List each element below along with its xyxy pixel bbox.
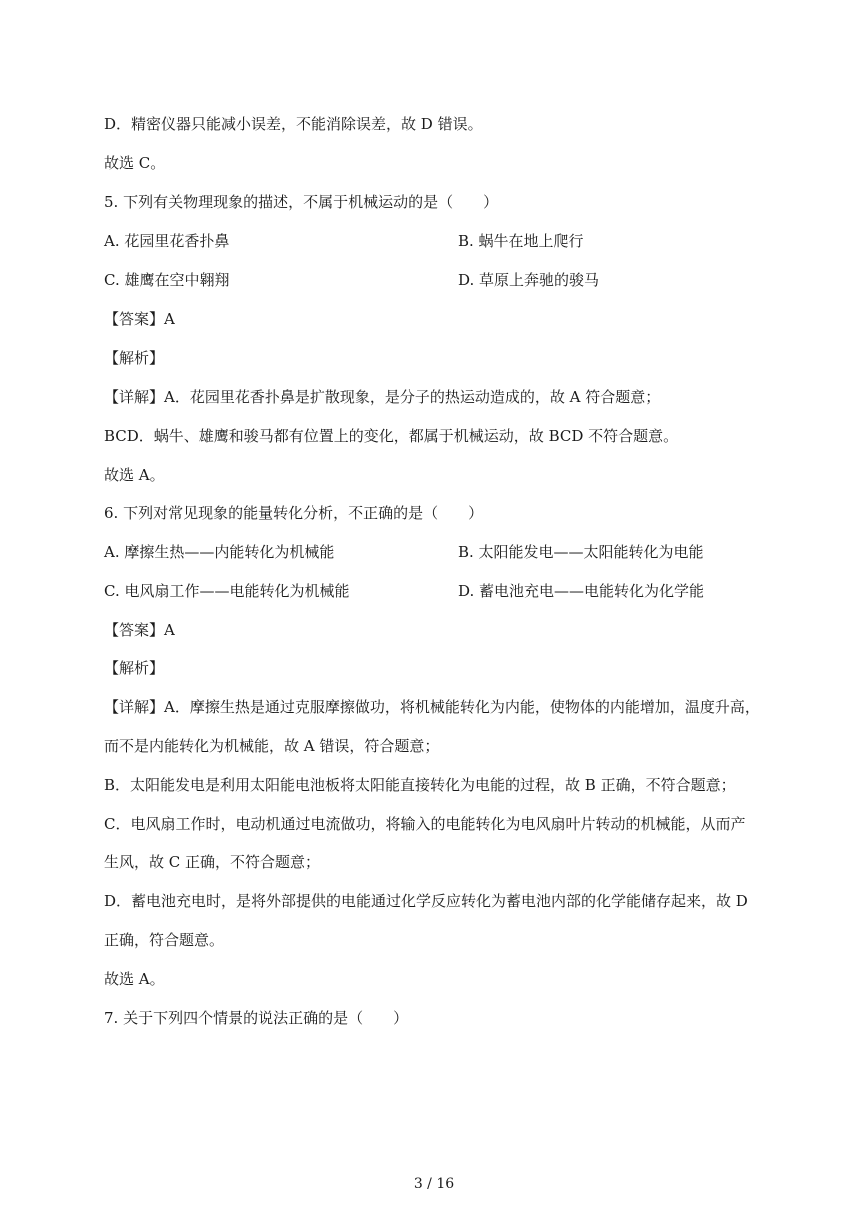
question-5-option-c: C. 雄鹰在空中翱翔 bbox=[104, 271, 230, 289]
question-6-analysis-heading: 【解析】 bbox=[104, 659, 165, 677]
question-6-detail: 【详解】A．摩擦生热是通过克服摩擦做功，将机械能转化为内能，使物体的内能增加，温度升高， bbox=[104, 698, 760, 716]
question-5-conclusion: 故选 A。 bbox=[104, 466, 165, 484]
question-6-option-d: D. 蓄电池充电——电能转化为化学能 bbox=[458, 582, 705, 600]
question-6-conclusion: 故选 A。 bbox=[104, 970, 165, 988]
question-6-detail: 生风，故 C 正确，不符合题意； bbox=[104, 853, 321, 871]
question-6-option-a: A. 摩擦生热——内能转化为机械能 bbox=[104, 543, 335, 561]
question-5-analysis-heading: 【解析】 bbox=[104, 349, 165, 367]
question-6-stem: 6. 下列对常见现象的能量转化分析，不正确的是（ ） bbox=[104, 504, 484, 522]
question-5-stem: 5. 下列有关物理现象的描述，不属于机械运动的是（ ） bbox=[104, 193, 499, 211]
question-6-detail: 正确，符合题意。 bbox=[104, 931, 225, 949]
question-6-detail: 而不是内能转化为机械能，故 A 错误，符合题意； bbox=[104, 737, 440, 755]
question-6-detail: C．电风扇工作时，电动机通过电流做功，将输入的电能转化为电风扇叶片转动的机械能，从而产 bbox=[104, 815, 746, 833]
question-5-detail: 【详解】A．花园里花香扑鼻是扩散现象，是分子的热运动造成的，故 A 符合题意； bbox=[104, 388, 661, 406]
page-number: 3 / 16 bbox=[413, 1176, 455, 1192]
text-line: 故选 C。 bbox=[104, 154, 166, 172]
question-6-detail: B．太阳能发电是利用太阳能电池板将太阳能直接转化为电能的过程，故 B 正确，不符合题意； bbox=[104, 776, 736, 794]
question-6-answer: 【答案】A bbox=[104, 621, 175, 639]
question-7-stem: 7. 关于下列四个情景的说法正确的是（ ） bbox=[104, 1009, 409, 1027]
question-6-option-c: C. 电风扇工作——电能转化为机械能 bbox=[104, 582, 350, 600]
question-5-detail: BCD．蜗牛、雄鹰和骏马都有位置上的变化，都属于机械运动，故 BCD 不符合题意。 bbox=[104, 427, 679, 445]
question-5-option-d: D. 草原上奔驰的骏马 bbox=[458, 271, 600, 289]
text-line: D．精密仪器只能减小误差，不能消除误差，故 D 错误。 bbox=[104, 115, 483, 133]
question-5-option-b: B. 蜗牛在地上爬行 bbox=[458, 232, 584, 250]
question-6-detail: D．蓄电池充电时，是将外部提供的电能通过化学反应转化为蓄电池内部的化学能储存起来，故 D bbox=[104, 892, 748, 910]
question-6-option-b: B. 太阳能发电——太阳能转化为电能 bbox=[458, 543, 704, 561]
question-5-option-a: A. 花园里花香扑鼻 bbox=[104, 232, 230, 250]
question-5-answer: 【答案】A bbox=[104, 310, 175, 328]
